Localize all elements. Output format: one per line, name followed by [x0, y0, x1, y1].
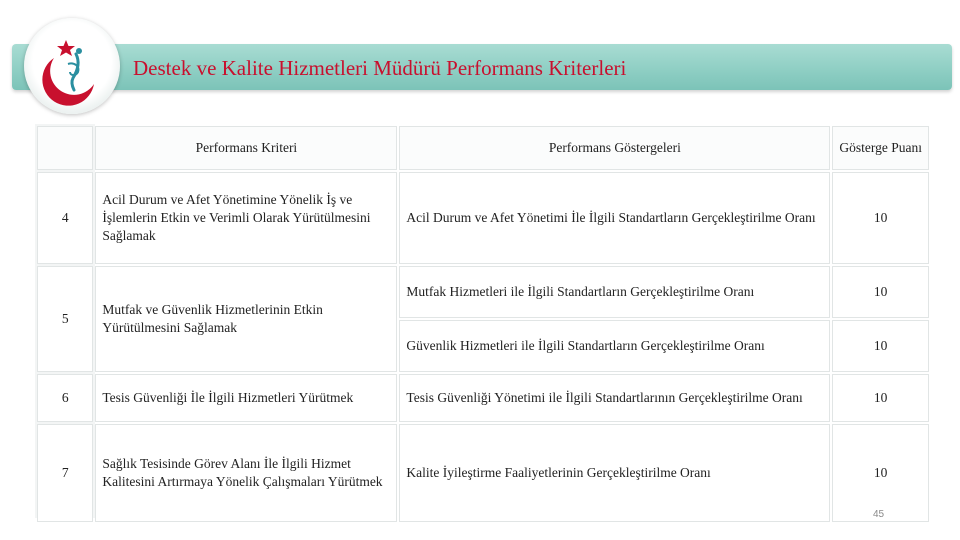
table-row	[37, 374, 929, 422]
row-criterion: Mutfak ve Güvenlik Hizmetlerinin Etkin Yürütülmesini Sağlamak	[95, 266, 397, 372]
table-row	[37, 172, 929, 264]
page-title: Destek ve Kalite Hizmetleri Müdürü Performans Kriterleri	[133, 56, 627, 80]
row-score: 10	[832, 266, 929, 318]
table-row	[37, 266, 929, 318]
page-number: 45	[873, 509, 885, 520]
row-indicator: Acil Durum ve Afet Yönetimi İle İlgili Standartların Gerçekleştirilme Oranı	[399, 172, 830, 264]
ministry-of-health-crescent-logo-icon	[24, 18, 120, 114]
table-row	[37, 424, 929, 522]
row-number: 5	[37, 266, 93, 372]
header-criterion: Performans Kriteri	[95, 126, 397, 170]
row-number: 4	[37, 172, 93, 264]
header-number	[37, 126, 93, 170]
row-score: 10	[832, 320, 929, 372]
table-header-row	[37, 126, 929, 170]
row-indicator: Tesis Güvenliği Yönetimi ile İlgili Standartlarının Gerçekleştirilme Oranı	[399, 374, 830, 422]
row-number: 6	[37, 374, 93, 422]
logo	[24, 18, 120, 114]
row-score: 10	[832, 374, 929, 422]
row-score: 10	[832, 172, 929, 264]
row-criterion: Acil Durum ve Afet Yönetimine Yönelik İş ve İşlemlerin Etkin ve Verimli Olarak Yürütülmesini Sağlamak	[95, 172, 397, 264]
row-number: 7	[37, 424, 93, 522]
row-criterion: Tesis Güvenliği İle İlgili Hizmetleri Yürütmek	[95, 374, 397, 422]
row-indicator: Mutfak Hizmetleri ile İlgili Standartların Gerçekleştirilme Oranı	[399, 266, 830, 318]
header-score: Gösterge Puanı	[832, 126, 929, 170]
row-indicator: Kalite İyileştirme Faaliyetlerinin Gerçekleştirilme Oranı	[399, 424, 830, 522]
row-score: 10	[832, 424, 929, 522]
header-indicators: Performans Göstergeleri	[399, 126, 830, 170]
row-indicator: Güvenlik Hizmetleri ile İlgili Standartların Gerçekleştirilme Oranı	[399, 320, 830, 372]
criteria-table	[35, 124, 931, 524]
row-criterion: Sağlık Tesisinde Görev Alanı İle İlgili Hizmet Kalitesini Artırmaya Yönelik Çalışmaları Yürütmek	[95, 424, 397, 522]
